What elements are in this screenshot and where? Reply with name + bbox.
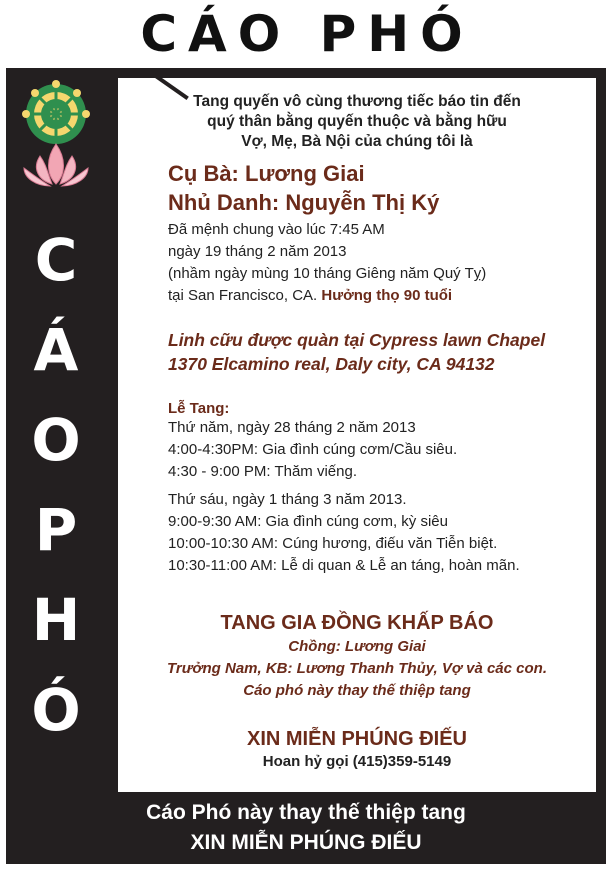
dharma-wheel-lotus-icon (10, 72, 102, 192)
day2-date: Thứ sáu, ngày 1 tháng 3 năm 2013. (168, 491, 407, 508)
dharma-name: Nhủ Danh: Nguyễn Thị Ký (168, 190, 440, 215)
deceased-name: Cụ Bà: Lương Giai (168, 161, 365, 186)
day2-item: 9:00-9:30 AM: Gia đình cúng cơm, kỳ siêu (168, 513, 448, 530)
day1-date: Thứ năm, ngày 28 tháng 2 năm 2013 (168, 419, 416, 436)
no-flowers-heading: XIN MIỄN PHÚNG ĐIẾU (246, 728, 468, 750)
death-place (168, 285, 452, 307)
intro-line-2: quý thân bằng quyến thuộc và bằng hữu (207, 113, 507, 130)
death-place-text: tại San Francisco, CA. (168, 287, 322, 304)
day2-item: 10:00-10:30 AM: Cúng hương, điếu văn Tiễn biệt. (168, 535, 498, 552)
intro-line-3: Vợ, Mẹ, Bà Nội của chúng tôi là (241, 133, 473, 150)
contact-phone: Hoan hỷ gọi (415)359-5149 (262, 753, 452, 770)
footer-line-2: XIN MIỄN PHÚNG ĐIẾU (190, 831, 422, 854)
vertical-letter: C (34, 226, 78, 294)
vertical-title (6, 215, 106, 755)
vertical-letter: Ó (31, 676, 81, 744)
age-text: Hưởng thọ 90 tuổi (321, 287, 453, 304)
funeral-heading: Lễ Tang: (168, 400, 230, 417)
viewing-location-line-2: 1370 Elcamino real, Daly city, CA 94132 (168, 354, 495, 374)
day2-item: 10:30-11:00 AM: Lễ di quan & Lễ an táng, hoàn mãn. (168, 557, 520, 574)
intro-line-1: Tang quyến vô cùng thương tiếc báo tin đến (193, 93, 521, 110)
vertical-letter: H (31, 586, 81, 654)
day1-item: 4:00-4:30PM: Gia đình cúng cơm/Cầu siêu. (168, 441, 458, 458)
family-eldest-son: Trưởng Nam, KB: Lương Thanh Thủy, Vợ và các con. (166, 660, 547, 677)
viewing-location-line-1: Linh cữu được quàn tại Cypress lawn Chapel (168, 330, 546, 350)
day1-item: 4:30 - 9:00 PM: Thăm viếng. (168, 463, 357, 480)
death-time: Đã mệnh chung vào lúc 7:45 AM (168, 221, 385, 238)
vertical-letter: Á (33, 316, 79, 384)
family-heading: TANG GIA ĐỒNG KHẤP BÁO (220, 612, 494, 634)
footer-line-1: Cáo Phó này thay thế thiệp tang (146, 801, 466, 824)
vertical-letter: O (31, 406, 81, 474)
vertical-letter: P (34, 496, 78, 564)
lunar-date: (nhầm ngày mùng 10 tháng Giêng năm Quý Tỵ) (168, 265, 487, 282)
family-husband: Chồng: Lương Giai (288, 638, 426, 655)
family-note: Cáo phó này thay thế thiệp tang (243, 682, 471, 699)
death-date: ngày 19 tháng 2 năm 2013 (168, 243, 347, 260)
page-title: CÁO PHÓ (140, 5, 474, 63)
